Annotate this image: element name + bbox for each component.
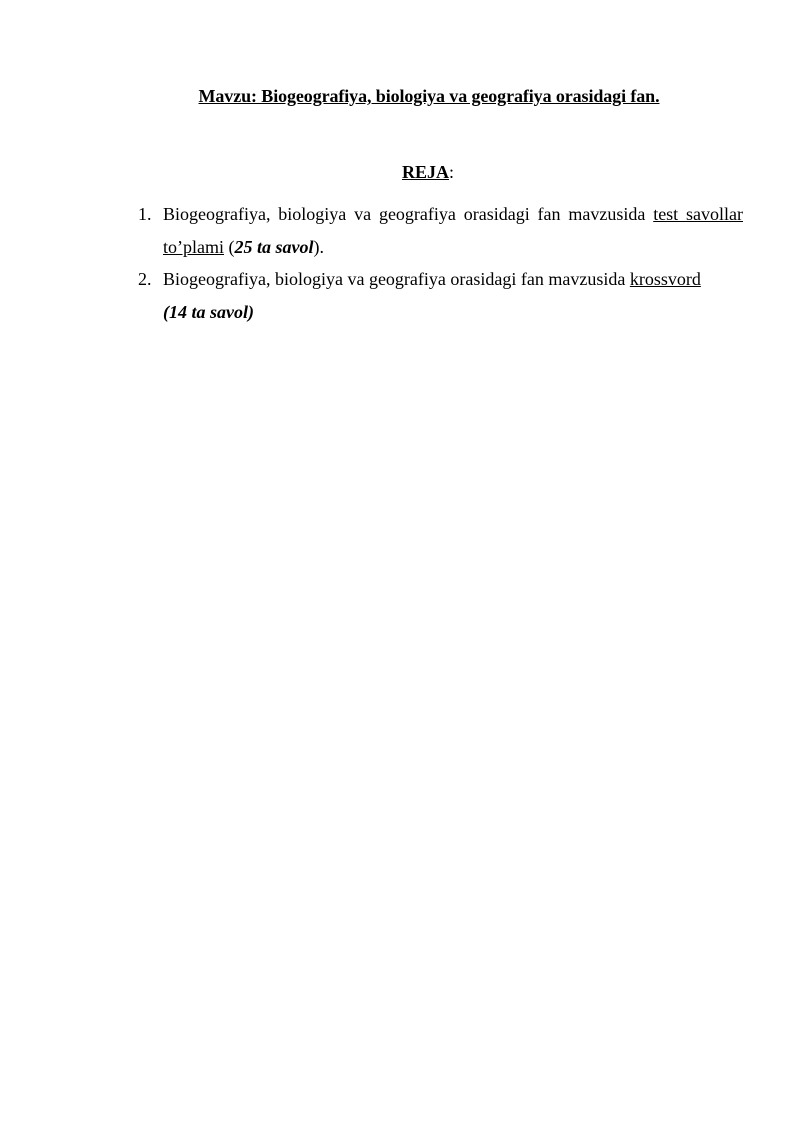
plan-item-number: 2. bbox=[138, 269, 152, 289]
plan-item-2 bbox=[138, 263, 743, 328]
plan-heading-colon: : bbox=[449, 162, 455, 182]
plan-heading-word: REJA bbox=[401, 162, 449, 182]
plan-item-number: 1. bbox=[138, 204, 152, 224]
plan-item-text: Biogeografiya, biologiya va geografiya orasidagi fan mavzusida bbox=[163, 269, 630, 289]
plan-item-1 bbox=[138, 198, 743, 263]
plan-item-emphasis: 25 ta savol bbox=[234, 236, 314, 257]
plan-item-underlined-text: krossvord bbox=[629, 269, 701, 289]
plan-item-underlined-text: test savollar to’plami bbox=[163, 204, 743, 257]
plan-item-emphasis: (14 ta savol) bbox=[163, 301, 254, 322]
document-title: Mavzu: Biogeografiya, biologiya va geografiya orasidagi fan. bbox=[198, 86, 660, 106]
plan-item-text: Biogeografiya, biologiya va geografiya orasidagi fan mavzusida bbox=[163, 204, 654, 224]
plan-list bbox=[138, 198, 743, 328]
plan-heading bbox=[0, 162, 800, 183]
plan-item-open-paren: ( bbox=[224, 236, 235, 257]
plan-item-close: ). bbox=[313, 236, 324, 257]
